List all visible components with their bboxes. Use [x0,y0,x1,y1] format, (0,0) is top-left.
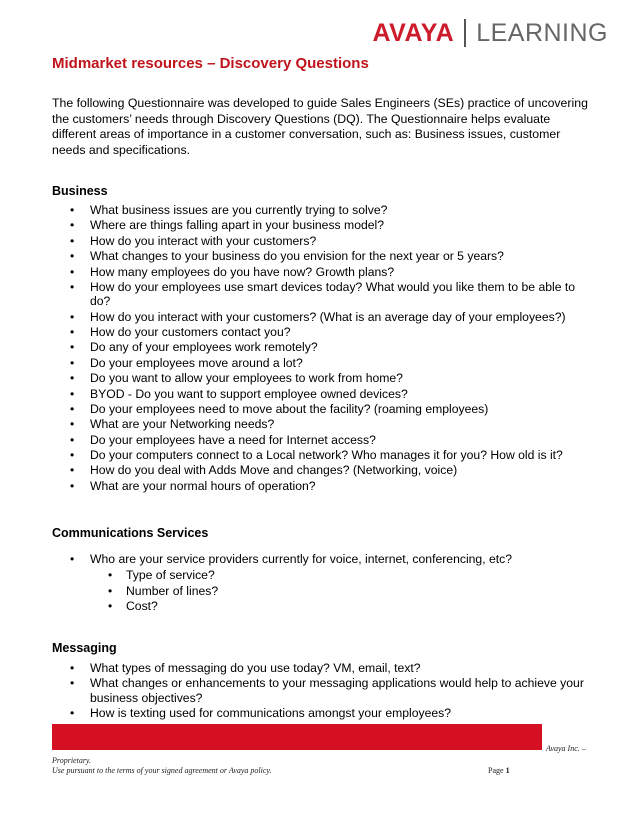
list-item: • Do your computers connect to a Local network? Who manages it for you? How old is it? [52,448,597,462]
list-item: • What are your Networking needs? [52,417,597,431]
list-item: • Do your employees move around a lot? [52,356,597,370]
page-title: Midmarket resources – Discovery Questions [52,55,369,72]
logo-product: LEARNING [476,18,608,47]
list-item: • Do any of your employees work remotely? [52,340,597,354]
list-item: • What business issues are you currently trying to solve? [52,203,597,217]
list-item: • Do you want to allow your employees to work from home? [52,371,597,385]
communications-heading: Communications Services [52,526,209,540]
communications-sublist [52,568,597,613]
list-item: • How do you interact with your customers? (What is an average day of your employees?) [52,310,597,324]
messaging-heading: Messaging [52,641,117,655]
messaging-section [52,641,597,721]
list-item: • How many employees do you have now? Growth plans? [52,265,597,279]
list-item: • Do your employees have a need for Internet access? [52,433,597,447]
list-item: • What are your normal hours of operation? [52,479,597,493]
communications-section [52,526,597,614]
list-item: • How do you deal with Adds Move and changes? (Networking, voice) [52,463,597,477]
list-item: • BYOD - Do you want to support employee owned devices? [52,387,597,401]
footer-company: Avaya Inc. – [546,744,586,753]
page-number [488,766,510,775]
list-item: • Where are things falling apart in your business model? [52,218,597,232]
footer-red-bar [52,724,542,750]
business-list [52,203,597,493]
communications-list [52,552,597,566]
list-item: • How do you interact with your customers? [52,234,597,248]
messaging-list [52,661,597,720]
list-item: • How do your employees use smart devices today? What would you like them to be able to do? [52,280,597,308]
list-item: • Do your employees need to move about the facility? (roaming employees) [52,402,597,416]
business-heading: Business [52,184,108,198]
logo-brand: AVAYA [372,18,455,47]
footer-proprietary: Proprietary. [52,756,92,765]
logo-divider [464,19,466,47]
business-section [52,184,597,494]
intro-paragraph: The following Questionnaire was developed to guide Sales Engineers (SEs) practice of uncovering the customers’ needs through Discovery Questions (DQ). The Questionnaire helps evaluate different areas of importance in a customer conversation, such as: Business issues, customer needs and specifications. [52,96,588,157]
list-item: • Type of service? [52,568,597,582]
list-item: • What changes or enhancements to your messaging applications would help to achieve your business objectives? [52,676,597,704]
avaya-learning-logo [372,16,608,50]
list-item: • Who are your service providers currently for voice, internet, conferencing, etc? [52,552,597,566]
list-item: • How do your customers contact you? [52,325,597,339]
list-item: • Cost? [52,599,597,613]
list-item: • What changes to your business do you envision for the next year or 5 years? [52,249,597,263]
page-label: Page [488,766,504,775]
list-item: • What types of messaging do you use today? VM, email, text? [52,661,597,675]
list-item: • Number of lines? [52,584,597,598]
footer-usage: Use pursuant to the terms of your signed agreement or Avaya policy. [52,766,272,775]
page-number-value: 1 [505,766,510,775]
list-item: • How is texting used for communications amongst your employees? [52,706,597,720]
